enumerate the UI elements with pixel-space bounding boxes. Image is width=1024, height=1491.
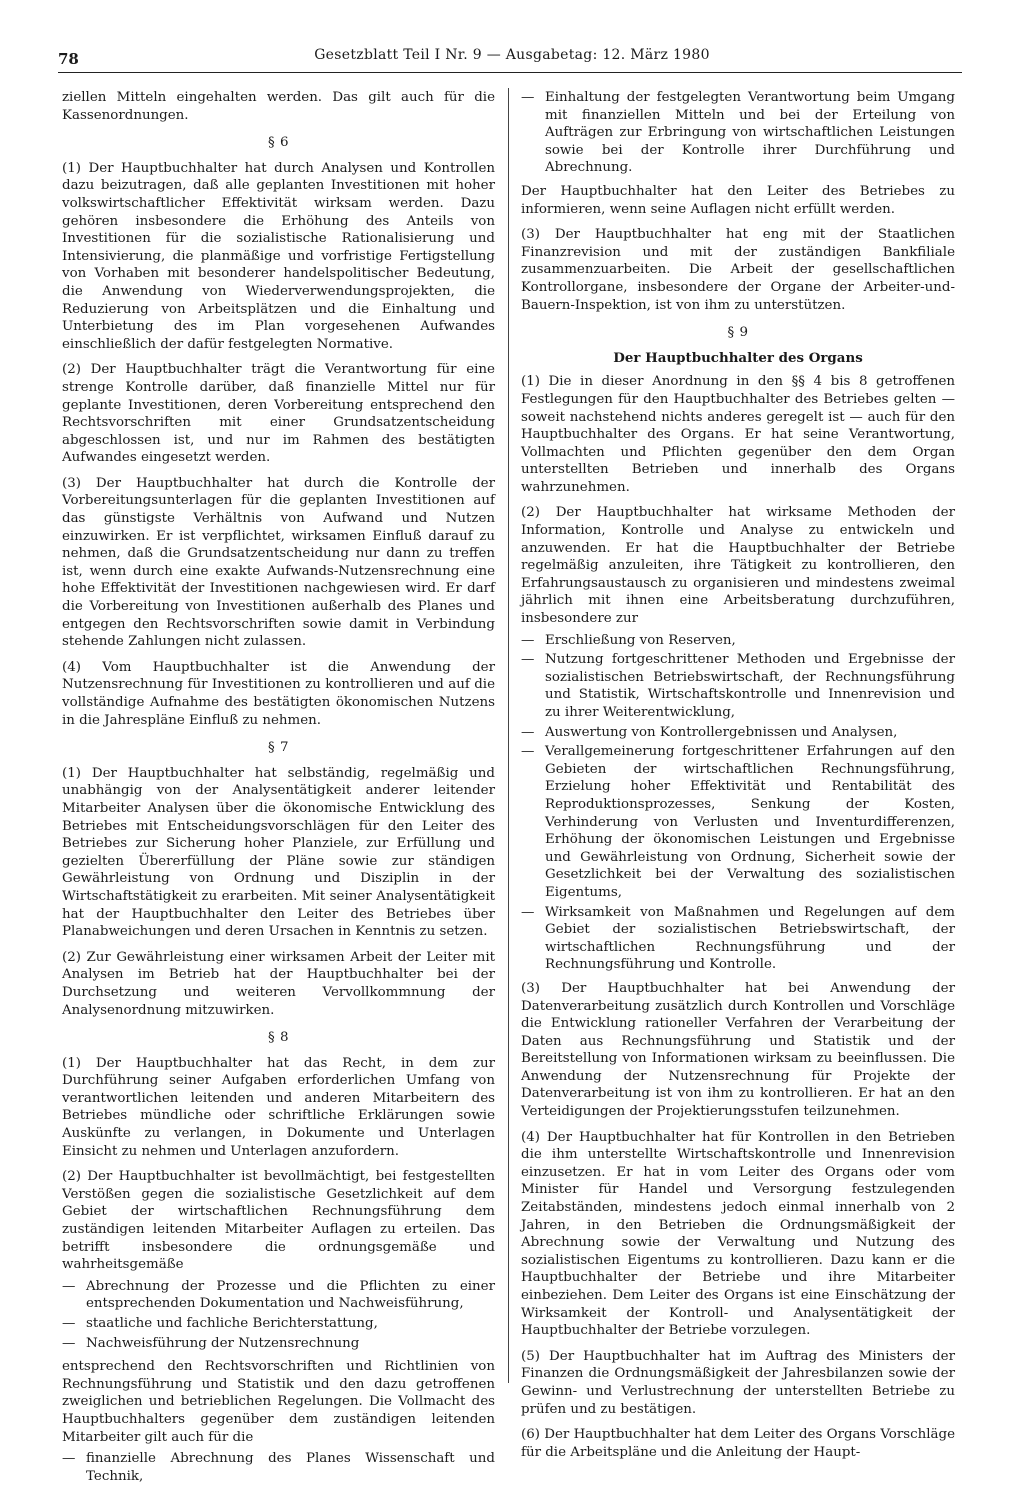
right-column [521,89,955,1469]
list-item-text: Nachweisführung der Nutzensrechnung [86,1335,360,1351]
list-item-text: Einhaltung der festgelegten Verantwortung beim Umgang mit finanziellen Mitteln und bei der Erteilung von Aufträgen zur Erbringung von wirtschaftlichen Leistungen sowie bei der Kontrolle ihrer Durchführung und Abrechnung. [545,90,955,176]
paragraph: (4) Der Hauptbuchhalter hat für Kontrollen in den Betrieben die ihm unterstellte Wirtschaftskontrolle und Innenrevision einzusetzen. Er hat in vom Leiter des Organs oder vom Minister für Handel und Versorgung festzulegenden Zeitabständen, mindestens jedoch einmal innerhalb von 2 Jahren, in den Betrieben die Ordnungsmäßigkeit der Abrechnung sowie der Verwaltung und Nutzung des sozialistischen Eigentums zu kontrollieren. Dazu kann er die Hauptbuchhalter der Betriebe und ihre Mitarbeiter einbeziehen. Dem Leiter des Organs ist eine Einschätzung der Wirksamkeit der Kontroll- und Analysentätigkeit der Hauptbuchhalter der Betriebe vorzulegen. [521,1129,955,1339]
paragraph: (1) Der Hauptbuchhalter hat durch Analysen und Kontrollen dazu beizutragen, daß alle geplanten Investitionen mit hoher volkswirtschaftlicher Effektivität wirksam werden. Dazu gehören insbesondere die Erhöhung des Anteils von Investitionen für die sozialistische Rationalisierung und Intensivierung, die planmäßige und vorfristige Fertigstellung von Vorhaben mit besonderer handelspolitischer Bedeutung, die Anwendung von Wiederverwendungsprojekten, die Reduzierung von Arbeitsplätzen und die Einhaltung und Unterbietung des im Plan vorgesehenen Aufwandes einschließlich der dafür festgelegten Normative. [62,160,495,352]
list-item-text: Erschließung von Reserven, [545,632,736,648]
list-item-text: Wirksamkeit von Maßnahmen und Regelungen auf dem Gebiet der sozialistischen Betriebswirtschaft, der wirtschaftlichen Rechnungsführung und der Rechnungsführung und Kontrolle. [545,904,955,973]
left-column [62,89,495,1491]
list-item-text: finanzielle Abrechnung des Planes Wissenschaft und Technik, [86,1451,495,1484]
list-item-text: Auswertung von Kontrollergebnissen und Analysen, [545,724,898,740]
list-item: — Nutzung fortgeschrittener Methoden und Ergebnisse der sozialistischen Betriebswirtschaft, der Rechnungsführung und Statistik, Wirtschaftskontrolle und Innenrevision und zu ihrer Weiterentwicklung, [521,652,955,720]
paragraph: (2) Der Hauptbuchhalter hat wirksame Methoden der Information, Kontrolle und Analyse zu entwickeln und anzuwenden. Er hat die Hauptbuchhalter der Betriebe regelmäßig anzuleiten, ihre Tätigkeit zu kontrollieren, den Erfahrungsaustausch zu organisieren und mindestens zweimal jährlich mit ihnen eine Arbeitsberatung durchzuführen, insbesondere zur [521,505,955,627]
dash-list [521,89,955,177]
dash-list [62,1278,495,1352]
paragraph: (2) Der Hauptbuchhalter ist bevollmächtigt, bei festgestellten Verstößen gegen die sozialistische Gesetzlichkeit auf dem Gebiet der wirtschaftlichen Rechnungsführung dem zuständigen leitenden Mitarbeiter Auflagen zu erteilen. Das betrifft insbesondere die ordnungsgemäße und wahrheitsgemäße [62,1169,495,1273]
paragraph: (1) Der Hauptbuchhalter hat das Recht, in dem zur Durchführung seiner Aufgaben erforderlichen Umfang von verantwortlichen leitenden und anderen Mitarbeitern des Betriebes mündliche oder schriftliche Erklärungen sowie Auskünfte zu verlangen, in Dokumente und Unterlagen Einsicht zu nehmen und Unterlagen anzufordern. [62,1055,495,1159]
list-item: — finanzielle Abrechnung des Planes Wissenschaft und Technik, [62,1451,495,1484]
list-item: — Verallgemeinerung fortgeschrittener Erfahrungen auf den Gebieten der wirtschaftlichen Rechnungsführung, Erzielung hoher Effektivität und Rentabilität des Reproduktionsprozesses, Senkung der Kosten, Verhinderung von Verlusten und Inventurdifferenzen, Erhöhung der ökonomischen Leistungen und Ergebnisse und Gewährleistung von Ordnung, Sicherheit sowie der Gesetzlichkeit bei der Verwaltung des sozialistischen Eigentums, [521,744,955,900]
section-heading-9: § 9 [727,325,749,341]
dash-list [62,1450,495,1485]
paragraph: (2) Der Hauptbuchhalter trägt die Verantwortung für eine strenge Kontrolle darüber, daß finanzielle Mittel nur für geplante Investitionen, deren Vorbereitung entsprechend den Rechtsvorschriften mit einer Grundsatzentscheidung abgeschlossen ist, und nur im Rahmen des bestätigten Aufwandes eingesetzt werden. [62,362,495,466]
dash-list [521,632,955,974]
section-heading-8: § 8 [268,1030,289,1046]
list-item: — Wirksamkeit von Maßnahmen und Regelungen auf dem Gebiet der sozialistischen Betriebswirtschaft, der wirtschaftlichen Rechnungsführung und der Rechnungsführung und Kontrolle. [521,904,955,973]
section-subheading: Der Hauptbuchhalter des Organs [613,349,863,366]
list-item: — Nachweisführung der Nutzensrechnung [62,1335,360,1351]
paragraph: (1) Die in dieser Anordnung in den §§ 4 bis 8 getroffenen Festlegungen für den Hauptbuchhalter des Betriebes gelten — soweit nachstehend nichts anderes geregelt ist — auch für den Hauptbuchhalter des Organs. Er hat seine Verantwortung, Vollmachten und Pflichten gegenüber den dem Organ unterstellten Betrieben und innerhalb des Organs wahrzunehmen. [521,374,955,495]
paragraph: (3) Der Hauptbuchhalter hat eng mit der Staatlichen Finanzrevision und mit der zuständigen Bankfiliale zusammenzuarbeiten. Die Arbeit der gesellschaftlichen Kontrollorgane, insbesondere der Organe der Arbeiter-und-Bauern-Inspektion, ist von ihm zu unterstützen. [521,227,955,313]
paragraph: (2) Zur Gewährleistung einer wirksamen Arbeit der Leiter mit Analysen im Betrieb hat der Hauptbuchhalter bei der Durchsetzung und weiteren Vervollkommnung der Analysenordnung mitzuwirken. [62,949,495,1018]
paragraph-intro: ziellen Mitteln eingehalten werden. Das gilt auch für die Kassenordnungen. [62,90,495,123]
paragraph: Der Hauptbuchhalter hat den Leiter des Betriebes zu informieren, wenn seine Auflagen nicht erfüllt werden. [521,183,955,217]
list-item: — Auswertung von Kontrollergebnissen und Analysen, [521,724,898,740]
section-heading-6: § 6 [268,135,289,151]
page-number: 78 [58,50,79,68]
paragraph: (1) Der Hauptbuchhalter hat selbständig, regelmäßig und unabhängig von der Analysentätigkeit anderer leitender Mitarbeiter Analysen über die ökonomische Entwicklung des Betriebes mit Entscheidungsvorschlägen für den Leiter des Betriebes zur Sicherung hoher Planziele, zur Erfüllung und gezielten Übererfüllung der Pläne sowie zur ständigen Gewährleistung von Ordnung und Disziplin in der Wirtschaftstätigkeit zu erarbeiten. Mit seiner Analysentätigkeit hat der Hauptbuchhalter den Leiter des Betriebes über Planabweichungen und deren Ursachen in Kenntnis zu setzen. [62,765,495,940]
section-heading-7: § 7 [268,740,289,756]
paragraph: (3) Der Hauptbuchhalter hat durch die Kontrolle der Vorbereitungsunterlagen für die geplanten Investitionen auf das günstigste Verhältnis von Aufwand und Nutzen einzuwirken. Er ist verpflichtet, wirksamen Einfluß darauf zu nehmen, daß die Grundsatzentscheidung nur dann zu treffen ist, wenn durch eine exakte Aufwands-Nutzensrechnung eine hohe Effektivität der Investitionen nachgewiesen wird. Er darf die Vorbereitung von Investitionen außerhalb des Planes und entgegen den Rechtsvorschriften sowie damit in Verbindung stehende Zahlungen nicht zulassen. [62,475,495,650]
paragraph: (5) Der Hauptbuchhalter hat im Auftrag des Ministers der Finanzen die Ordnungsmäßigkeit der Jahresbilanzen sowie der Gewinn- und Verlustrechnung der unterstellten Betriebe zu prüfen und zu bestätigen. [521,1348,955,1417]
paragraph: entsprechend den Rechtsvorschriften und Richtlinien von Rechnungsführung und Statistik und den dazu getroffenen zweiglichen und betrieblichen Regelungen. Die Vollmacht des Hauptbuchhalters gegenüber dem zuständigen leitenden Mitarbeiter gilt auch für die [62,1359,495,1445]
paragraph: (3) Der Hauptbuchhalter hat bei Anwendung der Datenverarbeitung zusätzlich durch Kontrollen und Vorschläge die Entwicklung rationeller Verfahren der Verarbeitung der Daten aus Rechnungsführung und Statistik und der Bereitstellung von Informationen wirksam zu beeinflussen. Die Anwendung der Nutzensrechnung für Projekte der Datenverarbeitung ist von ihm zu kontrollieren. Er hat an den Verteidigungen der Projektierungsstufen teilzunehmen. [521,980,955,1120]
list-item: — Erschließung von Reserven, [521,632,736,648]
page-header-title: Gesetzblatt Teil I Nr. 9 — Ausgabetag: 12. März 1980 [314,47,710,63]
list-item: — Einhaltung der festgelegten Verantwortung beim Umgang mit finanziellen Mitteln und bei der Erteilung von Aufträgen zur Erbringung von wirtschaftlichen Leistungen sowie bei der Kontrolle ihrer Durchführung und Abrechnung. [521,90,955,176]
list-item-text: staatliche und fachliche Berichterstattung, [86,1316,378,1331]
list-item-text: Abrechnung der Prozesse und die Pflichten zu einer entsprechenden Dokumentation und Nachweisführung, [86,1278,495,1312]
paragraph: (4) Vom Hauptbuchhalter ist die Anwendung der Nutzensrechnung für Investitionen zu kontrollieren und auf die vollständige Aufnahme des bestätigten ökonomischen Nutzens in die Jahrespläne Einfluß zu nehmen. [62,659,495,728]
paragraph: (6) Der Hauptbuchhalter hat dem Leiter des Organs Vorschläge für die Arbeitspläne und die Anleitung der Haupt- [521,1427,955,1460]
list-item: — staatliche und fachliche Berichterstattung, [62,1316,378,1331]
header-rule [58,72,962,73]
column-divider [508,88,509,1383]
list-item: — Abrechnung der Prozesse und die Pflichten zu einer entsprechenden Dokumentation und Nachweisführung, [62,1278,495,1312]
list-item-text: Verallgemeinerung fortgeschrittener Erfahrungen auf den Gebieten der wirtschaftlichen Rechnungsführung, Erzielung hoher Effektivität und Rentabilität des Reproduktionsprozesses, Senkung der Kosten, Verhinderung von Verlusten und Inventurdifferenzen, Erhöhung der ökonomischen Leistungen und Ergebnisse und Gewährleistung von Ordnung, Sicherheit sowie der Gesetzlichkeit bei der Verwaltung des sozialistischen Eigentums, [545,744,955,900]
list-item-text: Nutzung fortgeschrittener Methoden und Ergebnisse der sozialistischen Betriebswirtschaft, der Rechnungsführung und Statistik, Wirtschaftskontrolle und Innenrevision und zu ihrer Weiterentwicklung, [545,652,955,720]
